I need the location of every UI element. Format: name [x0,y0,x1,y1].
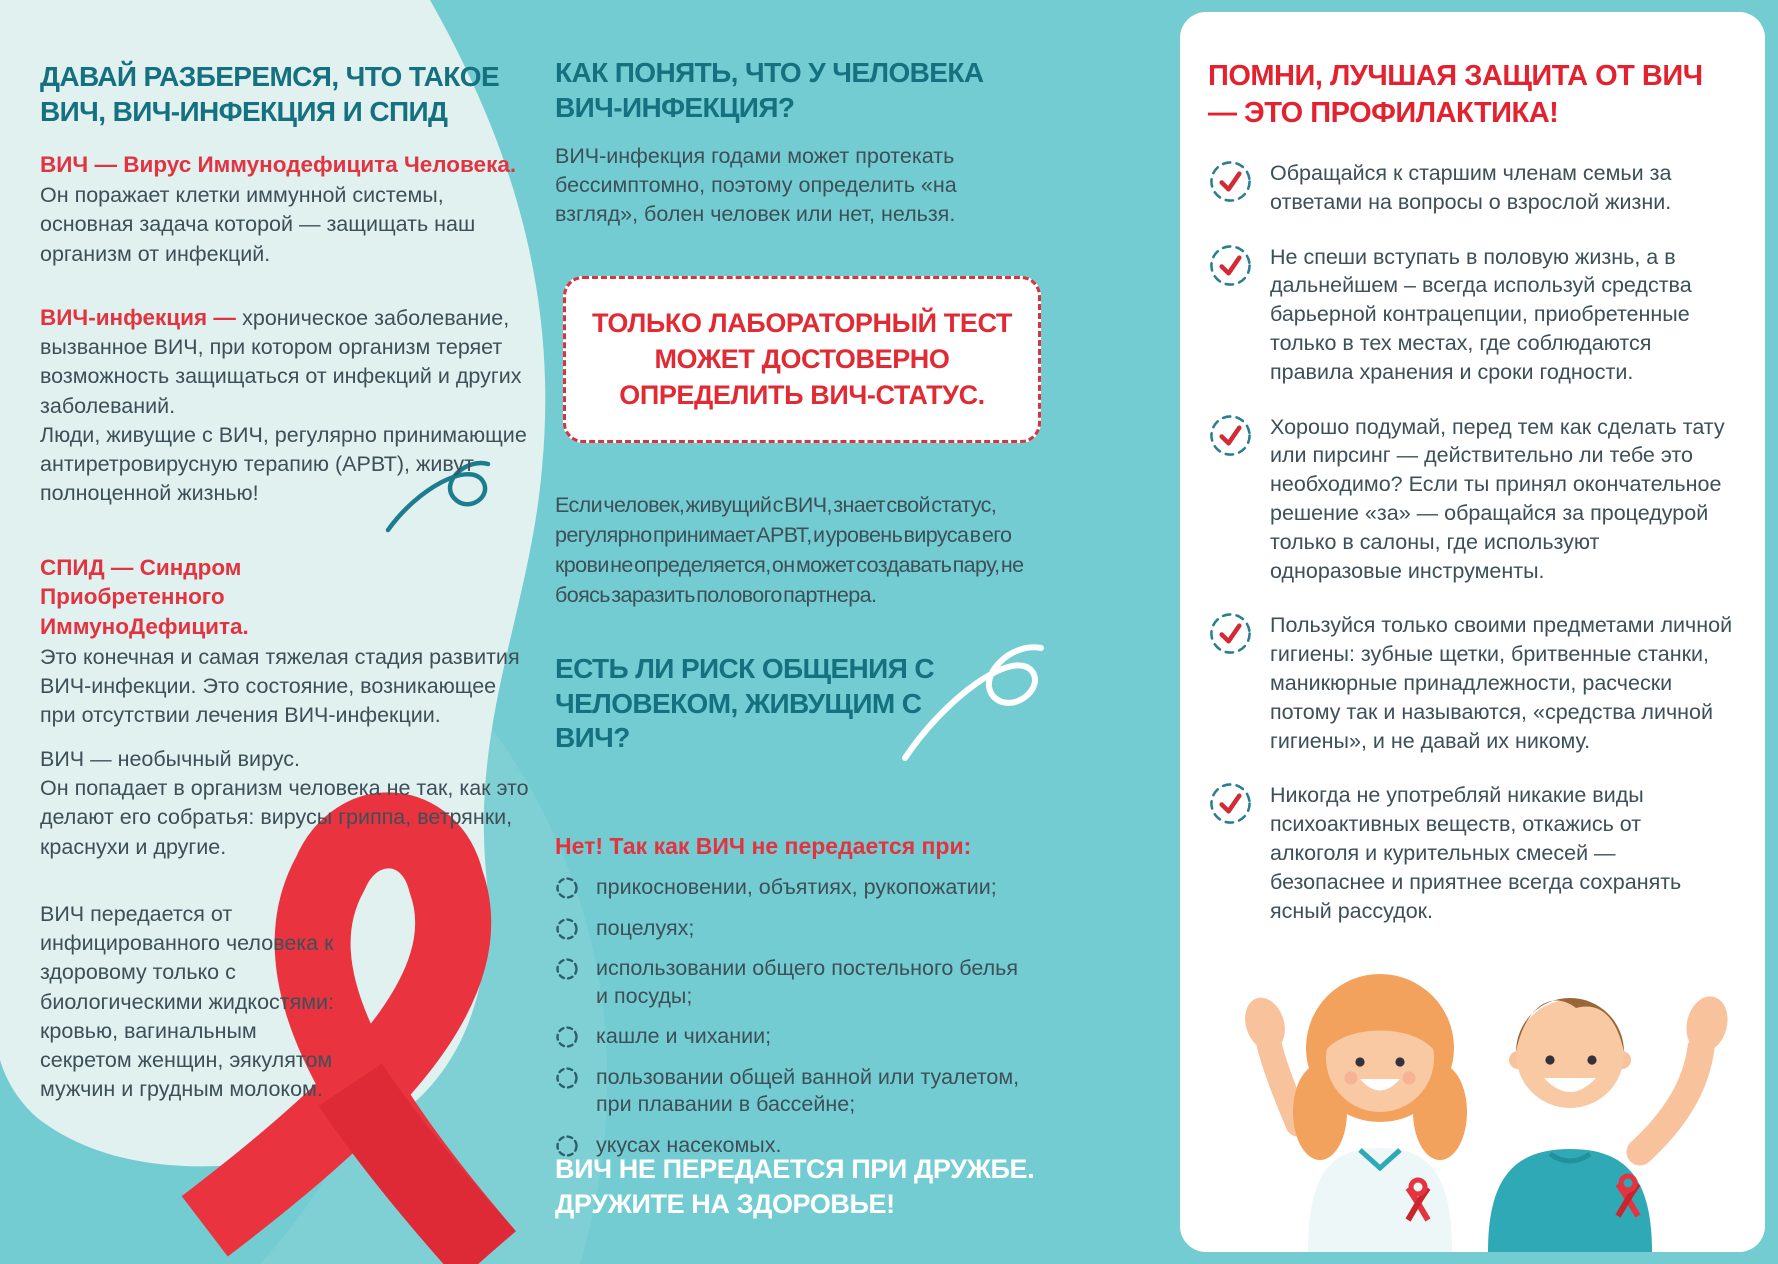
check-circle-icon [1208,413,1253,458]
list-item-text: укусах насекомых. [596,1132,782,1157]
girl-figure [1239,974,1467,1252]
hiv-definition-text: Он поражает клетки иммунной системы, основная задача которой — защищать наш организм от инфекций. [40,183,476,266]
after-callout-text: Если человек, живущий с ВИЧ, знает свой статус, регулярно принимает АРВТ, и уровень вируса в его крови не определяется, он может создавать пару, не боясь заразить полового партнера. [555,493,1024,608]
prevention-card [1180,12,1765,1252]
middle-heading-risk: ЕСТЬ ЛИ РИСК ОБЩЕНИЯ С ЧЕЛОВЕКОМ, ЖИВУЩИМ С ВИЧ? [555,653,935,754]
teens-waving-illustration [1210,952,1730,1252]
friendship-footer [555,1152,1035,1222]
aids-definition-text: Это конечная и самая тяжелая стадия развития ВИЧ-инфекции. Это состояние, возникающее при отсутствии лечения ВИЧ-инфекции. [40,644,520,728]
middle-intro-text: ВИЧ-инфекция годами может протекать бессимптомно, поэтому определить «на взгляд», болен человек или нет, нельзя. [555,144,957,227]
list-item [555,1064,1055,1119]
prevention-item-text: Пользуйся только своими предметами личной гигиены: зубные щетки, бритвенные станки, маникюрные принадлежности, расчески потому так и называются, «средства личной гигиены», и не давай их никому. [1270,613,1733,753]
middle-heading-how-to-know: КАК ПОНЯТЬ, ЧТО У ЧЕЛОВЕКА ВИЧ-ИНФЕКЦИЯ? [555,57,984,123]
dashed-circle-icon [555,917,579,941]
prevention-item-text: Никогда не употребляй никакие виды психоактивных веществ, откажись от алкоголя и курительных смесей — безопаснее и приятнее всегда сохранять ясный рассудок. [1270,783,1682,923]
lab-test-callout: ТОЛЬКО ЛАБОРАТОРНЫЙ ТЕСТ МОЖЕТ ДОСТОВЕРНО ОПРЕДЕЛИТЬ ВИЧ-СТАТУС. [563,276,1041,443]
hiv-term: ВИЧ — Вирус Иммунодефицита Человека. [40,152,517,177]
hiv-infection-block [40,303,532,509]
list-item-text: прикосновении, объятиях, рукопожатии; [596,875,997,899]
hiv-infection-text: хроническое заболевание, вызванное ВИЧ, при котором организм теряет возможность защищаться от инфекций и других заболеваний. [40,306,522,418]
list-item [555,874,1055,902]
list-item-text: кашле и чихании; [596,1024,772,1049]
prevention-heading: ПОМНИ, ЛУЧШАЯ ЗАЩИТА ОТ ВИЧ — ЭТО ПРОФИЛАКТИКА! [1208,60,1703,129]
prevention-item [1208,159,1735,217]
friendship-footer-line2: ДРУЖИТЕ НА ЗДОРОВЬЕ! [555,1189,895,1220]
check-circle-icon [1208,243,1253,288]
prevention-item [1208,243,1735,387]
list-item [555,955,1055,1010]
hiv-infection-term: ВИЧ-инфекция — [40,305,243,330]
unusual-virus-text: Он попадает в организм человека не так, как это делают его собратья: вирусы гриппа, ветрянки, краснухи и другие. [40,776,529,859]
prevention-item [1208,781,1735,925]
dashed-circle-icon [555,1025,579,1049]
prevention-item [1208,611,1735,755]
hiv-infection-text-2: Люди, живущие с ВИЧ, регулярно принимающие антиретровирусную терапию (АРВТ), живут полноценной жизнью! [40,422,527,506]
dashed-circle-icon [555,1066,579,1090]
list-item-text: использовании общего постельного белья и посуды; [596,956,1018,1008]
left-column-heading: ДАВАЙ РАЗБЕРЕМСЯ, ЧТО ТАКОЕ ВИЧ, ВИЧ-ИНФЕКЦИЯ И СПИД [40,61,500,127]
friendship-footer-line1: ВИЧ НЕ ПЕРЕДАЕТСЯ ПРИ ДРУЖБЕ. [555,1154,1035,1184]
prevention-item-text: Не спеши вступать в половую жизнь, а в дальнейшем – всегда используй средства барьерной контрацепции, приобретенные только в тех местах, где соблюдаются правила хранения и сроки годности. [1270,244,1692,384]
list-item-text: пользовании общей ванной или туалетом, при плавании в бассейне; [596,1064,1020,1117]
unusual-virus-line: ВИЧ — необычный вирус. [40,747,301,771]
prevention-item-text: Обращайся к старшим членам семьи за ответами на вопросы о взрослой жизни. [1270,161,1672,214]
hiv-definition-block [40,150,522,269]
dashed-circle-icon [555,876,579,900]
transmission-block: ВИЧ передается от инфицированного человека к здоровому только с биологическими жидкостями: кровью, вагинальным секретом женщин, эякулятом мужчин и грудным молоком. [40,902,335,1102]
aids-definition-block [40,553,520,730]
prevention-item-text: Хорошо подумай, перед тем как сделать тату или пирсинг — действительно ли тебе это необходимо? Если ты принял окончательное решение «за» — обращайся за процедурой только в салоны, где используют одноразовые инструменты. [1270,414,1725,583]
list-item [555,915,1055,943]
dashed-circle-icon [555,957,579,981]
unusual-virus-block [40,745,532,862]
no-transmission-intro: Нет! Так как ВИЧ не передается при: [555,833,972,859]
check-circle-icon [1208,611,1253,656]
check-circle-icon [1208,781,1253,826]
no-transmission-list [555,874,1055,1172]
check-circle-icon [1208,159,1253,204]
aids-term: СПИД — Синдром Приобретенного ИммуноДефицита. [40,555,249,639]
list-item-text: поцелуях; [596,915,695,940]
boy-figure [1488,992,1730,1252]
list-item [555,1023,1055,1051]
prevention-item [1208,413,1735,586]
